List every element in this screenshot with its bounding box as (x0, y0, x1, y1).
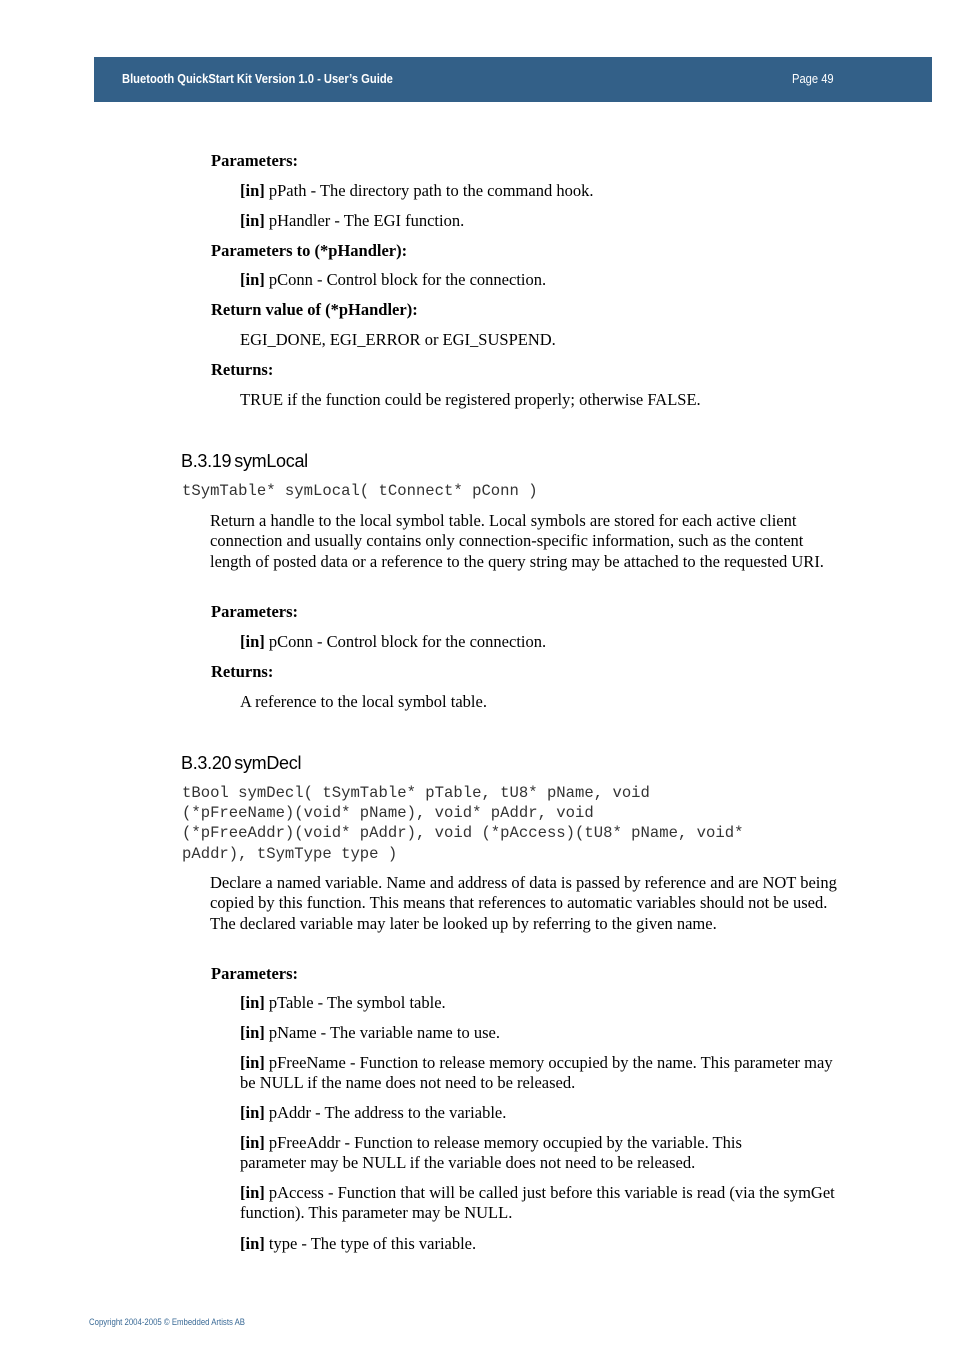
signature-line: (*pFreeName)(void* pName), void* pAddr, void (182, 804, 594, 823)
section-heading-symlocal (181, 450, 308, 472)
param-text: pFreeName - Function to release memory occupied by the name. This parameter may be NULL if the name does not need to be released. (240, 1053, 833, 1093)
param-text: pAccess - Function that will be called just before this variable is read (via the symGet function). This parameter may be NULL. (240, 1183, 835, 1223)
param-item (240, 270, 546, 290)
parameters-label: Parameters: (211, 151, 299, 170)
parameters-label: Parameters: (211, 602, 299, 621)
param-direction: [in] (240, 211, 265, 230)
param-direction: [in] (240, 1133, 265, 1152)
parameters-label: Parameters: (211, 964, 299, 983)
param-item (240, 632, 546, 652)
footer-copyright: Copyright 2004-2005 © Embedded Artists AB (89, 1317, 246, 1328)
signature-line: tBool symDecl( tSymTable* pTable, tU8* pName, void (182, 784, 650, 802)
param-item (240, 181, 593, 201)
param-item (240, 1183, 840, 1224)
param-item (240, 1133, 800, 1174)
param-item (240, 993, 446, 1013)
section-title: symLocal (234, 451, 308, 471)
returns-label: Returns: (211, 360, 274, 379)
handler-return-label: Return value of (*pHandler): (211, 300, 418, 319)
function-signature (182, 783, 743, 864)
section-heading-symdecl (181, 752, 301, 774)
function-signature: tSymTable* symLocal( tConnect* pConn ) (182, 482, 538, 500)
param-text: pFreeAddr - Function to release memory occupied by the variable. This parameter may be NULL if the variable does not need to be released. (240, 1133, 742, 1173)
param-item (240, 1023, 500, 1043)
param-direction: [in] (240, 270, 265, 289)
returns-text: TRUE if the function could be registered properly; otherwise FALSE. (240, 390, 701, 409)
section-number: B.3.19 (181, 451, 232, 471)
signature-line: pAddr), tSymType type ) (182, 844, 398, 863)
returns-text: A reference to the local symbol table. (240, 692, 487, 711)
returns-label: Returns: (211, 662, 274, 681)
param-direction: [in] (240, 1023, 265, 1042)
handler-params-label: Parameters to (*pHandler): (211, 241, 408, 260)
param-item (240, 211, 464, 231)
param-item (240, 1234, 476, 1254)
param-direction: [in] (240, 993, 265, 1012)
document-title: Bluetooth QuickStart Kit Version 1.0 - User’s Guide (122, 71, 393, 86)
param-direction: [in] (240, 1234, 265, 1253)
param-text: pAddr - The address to the variable. (264, 1103, 507, 1122)
param-text: pPath - The directory path to the command hook. (264, 181, 594, 200)
signature-line: (*pFreeAddr)(void* pAddr), void (*pAccess)(tU8* pName, void* (182, 824, 744, 843)
param-text: pConn - Control block for the connection. (264, 632, 547, 651)
section-title: symDecl (234, 753, 302, 773)
param-direction: [in] (240, 632, 265, 651)
param-text: type - The type of this variable. (264, 1234, 477, 1253)
param-text: pConn - Control block for the connection. (264, 270, 547, 289)
section-number: B.3.20 (181, 753, 232, 773)
page-number: Page 49 (792, 71, 834, 86)
param-text: pName - The variable name to use. (264, 1023, 500, 1042)
param-text: pTable - The symbol table. (264, 993, 446, 1012)
param-direction: [in] (240, 1183, 265, 1202)
page-header (94, 57, 932, 102)
param-item (240, 1103, 506, 1123)
param-direction: [in] (240, 1103, 265, 1122)
function-description: Declare a named variable. Name and address of data is passed by reference and are NOT being copied by this function. This means that references to automatic variables should not be used. The declared variable may later be looked up by referring to the given name. (210, 873, 837, 933)
param-text: pHandler - The EGI function. (264, 211, 465, 230)
function-description: Return a handle to the local symbol table. Local symbols are stored for each active client connection and usually contains only connection-specific information, such as the content length of posted data or a reference to the query string may be attached to the requested URI. (210, 511, 824, 571)
handler-return-text: EGI_DONE, EGI_ERROR or EGI_SUSPEND. (240, 330, 556, 349)
param-direction: [in] (240, 1053, 265, 1072)
param-direction: [in] (240, 181, 265, 200)
param-item (240, 1053, 844, 1094)
